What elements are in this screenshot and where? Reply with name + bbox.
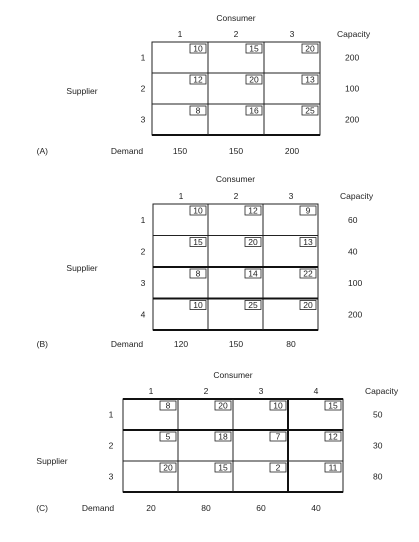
unit-cost: 8 [195, 105, 201, 116]
unit-cost: 7 [275, 431, 281, 442]
unit-cost: 20 [249, 74, 259, 85]
consumer-heading: Consumer [215, 174, 256, 184]
unit-cost: 14 [248, 268, 258, 279]
supplier-heading: Supplier [66, 86, 98, 96]
capacity-value: 100 [348, 277, 363, 288]
unit-cost: 25 [248, 300, 258, 310]
supplier-number: 2 [140, 83, 146, 94]
demand-value: 80 [286, 339, 296, 349]
unit-cost: 20 [305, 43, 315, 54]
demand-heading: Demand [110, 339, 144, 349]
unit-cost: 15 [218, 462, 228, 473]
supplier-heading: Supplier [36, 456, 68, 466]
consumer-number: 3 [258, 386, 264, 396]
consumer-number: 3 [289, 29, 295, 39]
unit-cost: 8 [165, 400, 171, 411]
unit-cost: 13 [305, 74, 315, 85]
unit-cost: 20 [163, 462, 173, 473]
unit-cost: 18 [218, 431, 228, 442]
capacity-value: 50 [373, 409, 383, 420]
unit-cost: 10 [193, 300, 203, 310]
demand-value: 120 [173, 339, 189, 349]
supplier-number: 2 [140, 246, 146, 257]
table-frame [152, 42, 320, 135]
consumer-number: 2 [233, 191, 239, 201]
problem-label: (C) [36, 503, 48, 513]
consumer-number: 2 [233, 29, 239, 39]
supplier-number: 2 [108, 440, 114, 451]
unit-cost: 20 [248, 237, 258, 247]
demand-value: 150 [228, 146, 244, 156]
unit-cost: 5 [165, 431, 171, 442]
unit-cost: 13 [303, 237, 313, 247]
unit-cost: 16 [249, 105, 259, 116]
unit-cost: 10 [273, 400, 283, 411]
capacity-value: 40 [348, 246, 358, 257]
unit-cost: 20 [218, 400, 228, 411]
consumer-number: 2 [203, 386, 209, 396]
demand-value: 80 [201, 503, 211, 513]
consumer-number: 1 [178, 191, 184, 201]
consumer-heading: Consumer [213, 370, 253, 380]
demand-value: 150 [172, 146, 188, 156]
unit-cost: 9 [305, 205, 311, 216]
demand-value: 20 [146, 503, 156, 513]
unit-cost: 2 [275, 462, 281, 473]
unit-cost: 12 [193, 74, 203, 85]
capacity-value: 100 [345, 83, 360, 94]
consumer-number: 1 [148, 386, 154, 396]
consumer-number: 3 [288, 191, 294, 201]
capacity-value: 30 [373, 440, 383, 451]
supplier-number: 1 [108, 409, 114, 420]
consumer-number: 4 [313, 386, 319, 396]
supplier-heading: Supplier [66, 263, 98, 273]
unit-cost: 20 [303, 300, 313, 310]
unit-cost: 10 [193, 205, 203, 216]
supplier-number: 1 [140, 52, 146, 63]
unit-cost: 15 [193, 237, 203, 247]
capacity-heading: Capacity [337, 29, 371, 39]
unit-cost: 8 [195, 268, 201, 279]
unit-cost: 12 [248, 205, 258, 216]
capacity-heading: Capacity [365, 386, 399, 396]
supplier-number: 3 [140, 277, 146, 288]
unit-cost: 15 [328, 400, 338, 411]
demand-value: 150 [228, 339, 244, 349]
demand-heading: Demand [81, 503, 115, 513]
unit-cost: 10 [193, 43, 203, 54]
capacity-value: 200 [348, 309, 363, 320]
problem-label: (A) [36, 146, 48, 156]
unit-cost: 12 [328, 431, 338, 442]
supplier-number: 3 [140, 114, 146, 125]
consumer-number: 1 [177, 29, 183, 39]
demand-heading: Demand [110, 146, 144, 156]
unit-cost: 15 [249, 43, 259, 54]
demand-value: 200 [284, 146, 300, 156]
capacity-heading: Capacity [340, 191, 374, 201]
unit-cost: 22 [303, 268, 313, 279]
demand-value: 40 [311, 503, 321, 513]
supplier-number: 1 [140, 214, 146, 225]
demand-value: 60 [256, 503, 266, 513]
unit-cost: 25 [305, 105, 315, 116]
capacity-value: 80 [373, 471, 383, 482]
unit-cost: 11 [328, 462, 338, 473]
capacity-value: 200 [345, 114, 360, 125]
supplier-number: 4 [140, 309, 146, 320]
supplier-number: 3 [108, 471, 114, 482]
capacity-value: 60 [348, 214, 358, 225]
capacity-value: 200 [345, 52, 360, 63]
problem-label: (B) [36, 339, 48, 349]
consumer-heading: Consumer [216, 13, 256, 23]
